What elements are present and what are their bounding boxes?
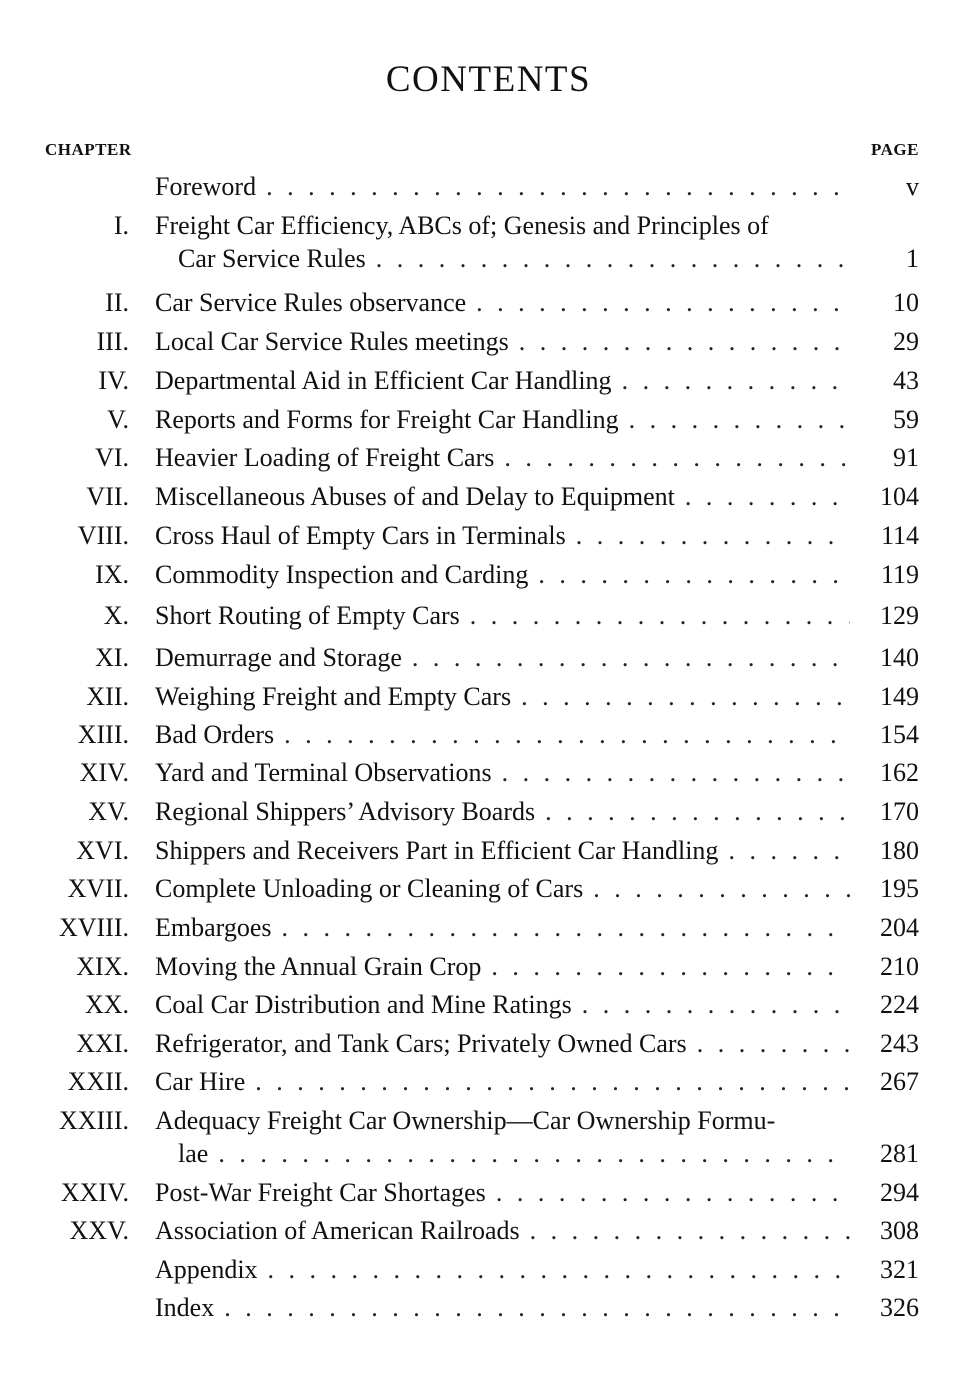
- dot-leader: [728, 834, 850, 867]
- dot-leader: [224, 1291, 850, 1324]
- entry-title-line-1: Adequacy Freight Car Ownership—Car Ownership Formu-: [155, 1106, 776, 1135]
- chapter-number: V.: [107, 405, 129, 434]
- entry-title: Reports and Forms for Freight Car Handling: [155, 405, 619, 434]
- chapter-number: XIII.: [77, 720, 129, 749]
- chapter-column-header: CHAPTER: [45, 140, 132, 159]
- chapter-number: XVI.: [76, 836, 129, 865]
- page-number: 326: [880, 1293, 919, 1322]
- entry-title: Bad Orders: [155, 720, 275, 749]
- entry-title-row: [155, 170, 850, 203]
- page-title: CONTENTS: [385, 59, 592, 100]
- dot-leader: [519, 325, 850, 358]
- entry-title-row: [155, 641, 850, 674]
- page-number: 210: [880, 952, 919, 981]
- toc-entry[interactable]: [0, 480, 977, 513]
- toc-entry[interactable]: [0, 1291, 977, 1324]
- dot-leader: [530, 1214, 850, 1247]
- toc-entry[interactable]: [0, 599, 977, 632]
- chapter-number: X.: [103, 601, 129, 630]
- chapter-number: XIX.: [76, 952, 129, 981]
- chapter-number: XII.: [86, 682, 129, 711]
- toc-entry[interactable]: [0, 834, 977, 867]
- chapter-number: XXIII.: [58, 1106, 129, 1135]
- toc-entry[interactable]: [0, 170, 977, 203]
- dot-leader: [476, 286, 850, 319]
- entry-title-row: [155, 872, 850, 905]
- toc-entry[interactable]: [0, 1104, 977, 1170]
- entry-title: Car Service Rules observance: [155, 288, 467, 317]
- dot-leader: [576, 519, 850, 552]
- dot-leader: [697, 1027, 850, 1060]
- page-number: 162: [880, 758, 919, 787]
- toc-entry[interactable]: [0, 286, 977, 319]
- page-number: 204: [880, 913, 919, 942]
- toc-entry[interactable]: [0, 1214, 977, 1247]
- entry-title: Departmental Aid in Efficient Car Handling: [155, 366, 612, 395]
- dot-leader: [376, 242, 850, 275]
- entry-title-row: [155, 834, 850, 867]
- chapter-number: VII.: [86, 482, 129, 511]
- dot-leader: [502, 756, 850, 789]
- chapter-number: XVIII.: [58, 913, 129, 942]
- entry-title: Appendix: [155, 1255, 258, 1284]
- page-number: 308: [880, 1216, 919, 1245]
- dot-leader: [593, 872, 850, 905]
- dot-leader: [496, 1176, 850, 1209]
- toc-entry[interactable]: [0, 641, 977, 674]
- dot-leader: [284, 718, 850, 751]
- toc-entry[interactable]: [0, 718, 977, 751]
- toc-entry[interactable]: [0, 950, 977, 983]
- page-number: 170: [880, 797, 919, 826]
- entry-title: Complete Unloading or Cleaning of Cars: [155, 874, 584, 903]
- entry-title-row: [155, 795, 850, 828]
- entry-title: Foreword: [155, 172, 257, 201]
- dot-leader: [504, 441, 850, 474]
- entry-title-row: [155, 286, 850, 319]
- entry-title-row: [178, 242, 850, 275]
- toc-entry[interactable]: [0, 795, 977, 828]
- dot-leader: [545, 795, 850, 828]
- toc-entry[interactable]: [0, 756, 977, 789]
- page-number: 294: [880, 1178, 919, 1207]
- entry-title: Miscellaneous Abuses of and Delay to Equipment: [155, 482, 675, 511]
- toc-entry[interactable]: [0, 911, 977, 944]
- toc-entry[interactable]: [0, 325, 977, 358]
- chapter-number: I.: [113, 211, 129, 240]
- dot-leader: [218, 1137, 850, 1170]
- toc-entry[interactable]: [0, 1065, 977, 1098]
- entry-title-row: [155, 911, 850, 944]
- entry-title: Weighing Freight and Empty Cars: [155, 682, 512, 711]
- entry-title: Heavier Loading of Freight Cars: [155, 443, 495, 472]
- toc-entry[interactable]: [0, 364, 977, 397]
- entry-title-row: [155, 519, 850, 552]
- entry-title: Cross Haul of Empty Cars in Terminals: [155, 521, 566, 550]
- entry-title: Post-War Freight Car Shortages: [155, 1178, 486, 1207]
- page-number: 1: [906, 244, 919, 273]
- toc-entry[interactable]: [0, 872, 977, 905]
- entry-title: Coal Car Distribution and Mine Ratings: [155, 990, 572, 1019]
- page-number: 91: [893, 443, 919, 472]
- dot-leader: [412, 641, 850, 674]
- page-number: 114: [880, 521, 919, 550]
- chapter-number: IV.: [98, 366, 129, 395]
- entry-title: Index: [155, 1293, 215, 1322]
- chapter-number: XV.: [88, 797, 129, 826]
- page-number: 119: [880, 560, 919, 589]
- page-number: 281: [880, 1139, 919, 1168]
- entry-title-row: [155, 718, 850, 751]
- entry-title-row: [155, 950, 850, 983]
- page-number: v: [906, 172, 919, 201]
- entry-title: Yard and Terminal Observations: [155, 758, 492, 787]
- entry-title: Moving the Annual Grain Crop: [155, 952, 482, 981]
- dot-leader: [582, 988, 850, 1021]
- page-number: 43: [893, 366, 919, 395]
- entry-title: Association of American Railroads: [155, 1216, 520, 1245]
- entry-title-row: [155, 1065, 850, 1098]
- page-number: 104: [880, 482, 919, 511]
- toc-entry[interactable]: [0, 680, 977, 713]
- entry-title: Local Car Service Rules meetings: [155, 327, 509, 356]
- entry-title-row: [155, 403, 850, 436]
- page-column-header: PAGE: [871, 140, 919, 159]
- dot-leader: [629, 403, 850, 436]
- dot-leader: [255, 1065, 850, 1098]
- chapter-number: XXII.: [67, 1067, 129, 1096]
- entry-title: Commodity Inspection and Carding: [155, 560, 529, 589]
- chapter-number: IX.: [95, 560, 129, 589]
- entry-title-row: [155, 1214, 850, 1247]
- entry-title-row: [155, 988, 850, 1021]
- page-number: 10: [893, 288, 919, 317]
- page-number: 195: [880, 874, 919, 903]
- entry-title: Shippers and Receivers Part in Efficient Car Handling: [155, 836, 719, 865]
- entry-title: Embargoes: [155, 913, 272, 942]
- page-number: 224: [880, 990, 919, 1019]
- entry-title-row: [155, 480, 850, 513]
- page-number: 267: [880, 1067, 919, 1096]
- dot-leader: [685, 480, 850, 513]
- entry-title-row: [155, 599, 850, 632]
- chapter-number: XXIV.: [60, 1178, 129, 1207]
- chapter-number: XI.: [95, 643, 129, 672]
- dot-leader: [521, 680, 850, 713]
- chapter-number: VI.: [95, 443, 129, 472]
- toc-entry[interactable]: [0, 1253, 977, 1286]
- dot-leader: [622, 364, 850, 397]
- toc-entry[interactable]: [0, 403, 977, 436]
- page-number: 180: [880, 836, 919, 865]
- chapter-number: XVII.: [67, 874, 129, 903]
- dot-leader: [282, 911, 851, 944]
- page-number: 129: [880, 601, 919, 630]
- page-number: 29: [893, 327, 919, 356]
- dot-leader: [266, 170, 850, 203]
- entry-title-row: [178, 1137, 850, 1170]
- entry-title-row: [155, 1176, 850, 1209]
- entry-title-row: [155, 1291, 850, 1324]
- page-number: 154: [880, 720, 919, 749]
- chapter-number: XIV.: [79, 758, 129, 787]
- toc-entry[interactable]: [0, 1027, 977, 1060]
- toc-entry[interactable]: [0, 988, 977, 1021]
- toc-entry[interactable]: [0, 441, 977, 474]
- dot-leader: [470, 599, 850, 632]
- entry-title: Regional Shippers’ Advisory Boards: [155, 797, 536, 826]
- page-number: 59: [893, 405, 919, 434]
- page-number: 149: [880, 682, 919, 711]
- entry-title-row: [155, 364, 850, 397]
- page-number: 140: [880, 643, 919, 672]
- chapter-number: XXI.: [76, 1029, 129, 1058]
- dot-leader: [491, 950, 850, 983]
- entry-title-row: [155, 1253, 850, 1286]
- chapter-number: XX.: [84, 990, 129, 1019]
- chapter-number: XXV.: [69, 1216, 129, 1245]
- toc-entry[interactable]: [0, 1176, 977, 1209]
- entry-title: Short Routing of Empty Cars: [155, 601, 460, 630]
- chapter-number: II.: [105, 288, 129, 317]
- chapter-number: VIII.: [77, 521, 129, 550]
- page-number: 243: [880, 1029, 919, 1058]
- page-number: 321: [880, 1255, 919, 1284]
- dot-leader: [268, 1253, 850, 1286]
- toc-entry[interactable]: [0, 558, 977, 591]
- entry-title: Car Service Rules: [178, 244, 366, 273]
- entry-title-row: [155, 558, 850, 591]
- dot-leader: [538, 558, 850, 591]
- toc-entry[interactable]: [0, 519, 977, 552]
- entry-title-row: [155, 325, 850, 358]
- entry-title: Car Hire: [155, 1067, 246, 1096]
- chapter-number: III.: [96, 327, 129, 356]
- entry-title: Demurrage and Storage: [155, 643, 402, 672]
- entry-title-row: [155, 680, 850, 713]
- entry-title-row: [155, 1027, 850, 1060]
- entry-title-line-1: Freight Car Efficiency, ABCs of; Genesis and Principles of: [155, 211, 769, 240]
- toc-entry[interactable]: [0, 209, 977, 275]
- entry-title-row: [155, 756, 850, 789]
- entry-title: Refrigerator, and Tank Cars; Privately Owned Cars: [155, 1029, 687, 1058]
- entry-title-row: [155, 441, 850, 474]
- entry-title: lae: [178, 1139, 209, 1168]
